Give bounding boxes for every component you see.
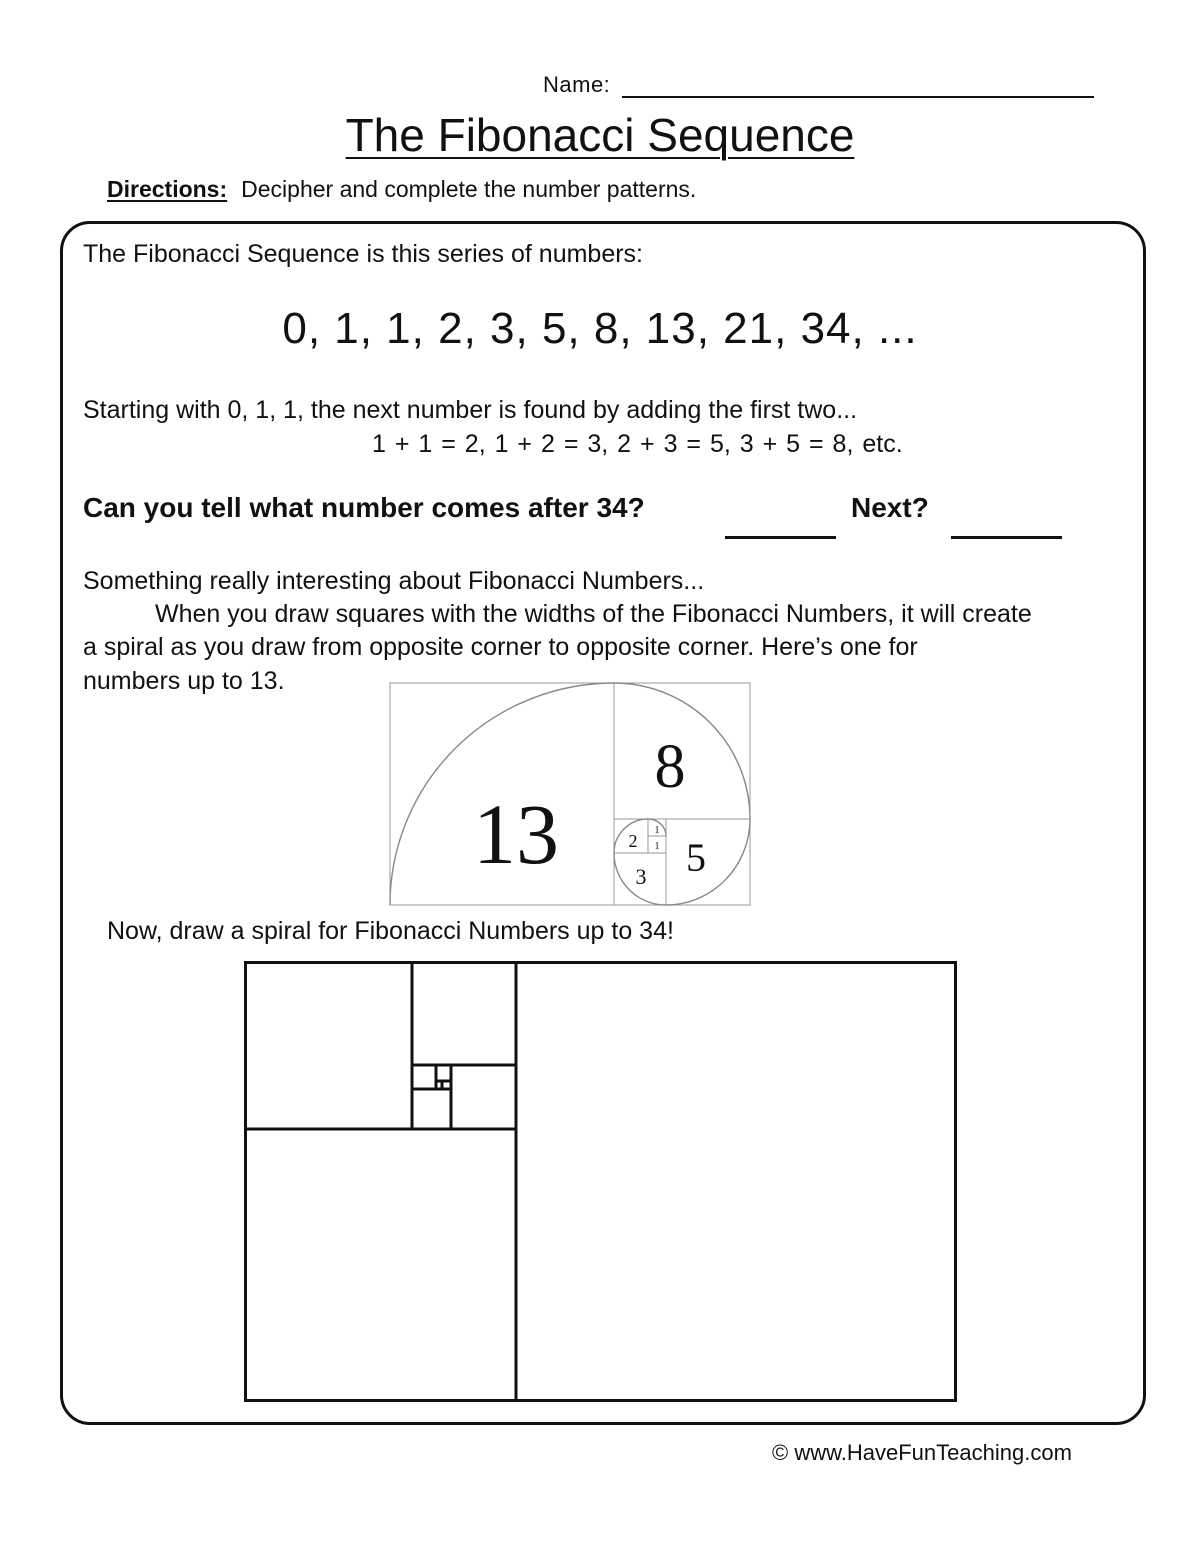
diagram-label-2: 2: [628, 831, 638, 851]
next-label: Next?: [851, 492, 929, 523]
diagram-label-5: 5: [686, 835, 706, 880]
answer-blank-2[interactable]: [951, 536, 1062, 539]
directions-text: Decipher and complete the number patterns.: [241, 176, 697, 202]
question-text: Can you tell what number comes after 34?: [83, 492, 645, 523]
draw-prompt: Now, draw a spiral for Fibonacci Numbers up to 34!: [107, 917, 674, 945]
fibonacci-sequence: 0, 1, 1, 2, 3, 5, 8, 13, 21, 34, ...: [282, 304, 918, 353]
name-label: Name:: [543, 72, 611, 97]
rule-text: Starting with 0, 1, 1, the next number is found by adding the first two...: [83, 396, 858, 424]
directions: [107, 176, 696, 203]
intro-text: The Fibonacci Sequence is this series of numbers:: [83, 240, 643, 268]
interest-text-1: Something really interesting about Fibonacci Numbers...: [83, 567, 705, 595]
interest-text-3: a spiral as you draw from opposite corner to opposite corner. Here’s one for: [83, 633, 918, 661]
spiral-drawing-grid[interactable]: [244, 961, 957, 1402]
diagram-label-3: 3: [635, 864, 647, 889]
interest-text-2: When you draw squares with the widths of the Fibonacci Numbers, it will create: [155, 600, 1032, 628]
page-title: The Fibonacci Sequence: [345, 109, 855, 161]
directions-label: Directions:: [107, 176, 228, 202]
drawing-squares: [246, 963, 956, 1401]
diagram-label-1a: 1: [654, 825, 660, 836]
answer-blank-1[interactable]: [725, 536, 836, 539]
diagram-label-8: 8: [654, 733, 686, 801]
rule-examples: 1 + 1 = 2, 1 + 2 = 3, 2 + 3 = 5, 3 + 5 = 8, etc.: [372, 430, 903, 458]
copyright-footer: © www.HaveFunTeaching.com: [772, 1440, 1072, 1465]
interest-text-4: numbers up to 13.: [83, 667, 285, 695]
diagram-label-13: 13: [473, 786, 559, 882]
diagram-label-1b: 1: [654, 841, 660, 852]
fibonacci-spiral-diagram: [388, 681, 752, 907]
name-field-line[interactable]: [622, 96, 1094, 98]
